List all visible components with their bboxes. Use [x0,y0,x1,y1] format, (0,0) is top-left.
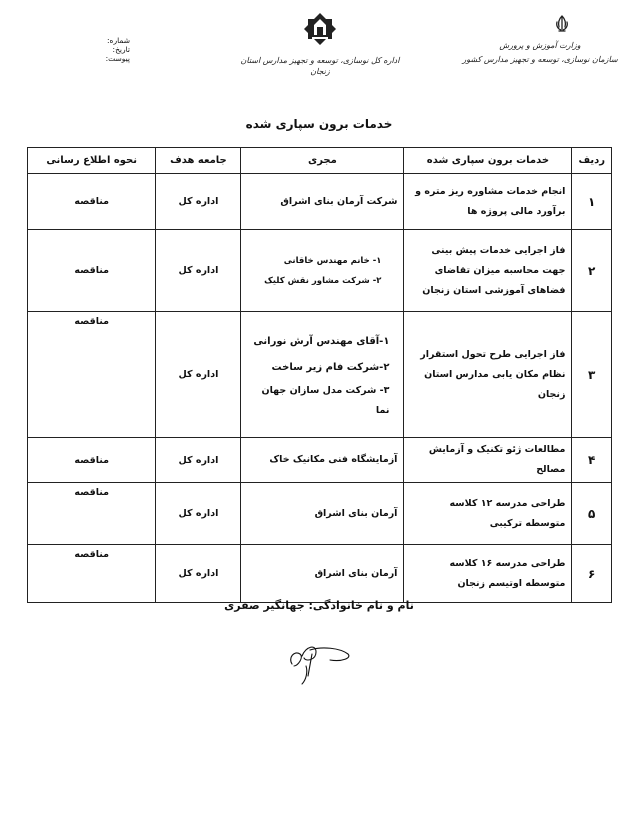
target-cell: اداره کل [156,230,241,312]
target-cell: اداره کل [156,174,241,230]
executor-cell [241,174,404,230]
service-cell: طراحی مدرسه ۱۲ کلاسه متوسطه ترکیبی [404,483,572,545]
table-row [28,438,612,483]
organization-logo-icon [301,10,339,48]
executor-line: ۱- خانم مهندس خاقانی [283,255,382,266]
table-header-row [28,148,612,174]
executor-line: ۳- شرکت مدل سازان جهان نما [261,384,390,416]
target-cell: اداره کل [156,545,241,603]
iran-emblem-icon [553,14,571,34]
method-cell: مناقصه [28,438,156,483]
row-number: ۴ [572,438,612,483]
executor-cell [241,230,404,312]
target-cell: اداره کل [156,312,241,438]
method-cell: مناقصه [28,312,156,438]
handwritten-signature-icon [282,636,357,688]
service-cell: مطالعات ژئو تکنیک و آزمایش مصالح [404,438,572,483]
row-number: ۶ [572,545,612,603]
target-cell: اداره کل [156,483,241,545]
executor-cell [241,312,404,438]
executor-line: ۱-آقای مهندس آرش نورانی [253,335,390,347]
executor-line: ۲- شرکت مشاور نقش کلیک [264,275,382,286]
executor-cell [241,483,404,545]
table-row [28,312,612,438]
executor-line: آرمان بنای اشراق [314,567,398,579]
method-cell: مناقصه [28,230,156,312]
header-method: نحوه اطلاع رسانی [28,148,156,174]
number-label: شماره: [107,36,130,45]
service-cell: طراحی مدرسه ۱۶ کلاسه متوسطه اوتیسم زنجان [404,545,572,603]
method-cell: مناقصه [28,545,156,603]
ministry-name: وزارت آموزش و پرورش [499,41,581,50]
table-row [28,483,612,545]
executor-line: شرکت آرمان بنای اشراق [280,195,398,207]
row-number: ۲ [572,230,612,312]
service-cell: فاز اجرایی طرح تحول استقرار نظام مکان یابی مدارس استان زنجان [404,312,572,438]
executor-line: ۲-شرکت فام زیر ساخت [271,361,390,373]
organization-name: سازمان نوسازی، توسعه و تجهیز مدارس کشور [462,55,618,64]
target-cell: اداره کل [156,438,241,483]
date-label: تاریخ: [112,45,130,54]
row-number: ۱ [572,174,612,230]
table-row [28,230,612,312]
office-name: اداره کل نوسازی، توسعه و تجهیز مدارس استان زنجان [240,56,400,76]
executor-cell [241,545,404,603]
table-row [28,545,612,603]
executor-cell [241,438,404,483]
attachment-label: پیوست: [105,54,130,63]
service-cell: فاز اجرایی خدمات پیش بینی جهت محاسبه میزان تقاضای فضاهای آموزشی استان زنجان [404,230,572,312]
executor-line: آزمایشگاه فنی مکانیک خاک [269,454,398,465]
method-cell: مناقصه [28,483,156,545]
outsourced-services-table [27,147,612,603]
table-row [28,174,612,230]
service-cell: انجام خدمات مشاوره ریز متره و برآورد مالی پروژه ها [404,174,572,230]
header-service: خدمات برون سپاری شده [404,148,572,174]
signatory-name: نام و نام خانوادگی: جهانگیر صفری [224,599,414,612]
header-row-no: ردیف [572,148,612,174]
letter-meta [70,36,130,63]
row-number: ۳ [572,312,612,438]
method-cell: مناقصه [28,174,156,230]
row-number: ۵ [572,483,612,545]
header-executor: مجری [241,148,404,174]
header-target: جامعه هدف [156,148,241,174]
executor-line: آرمان بنای اشراق [314,507,398,519]
document-title: خدمات برون سپاری شده [245,117,393,131]
